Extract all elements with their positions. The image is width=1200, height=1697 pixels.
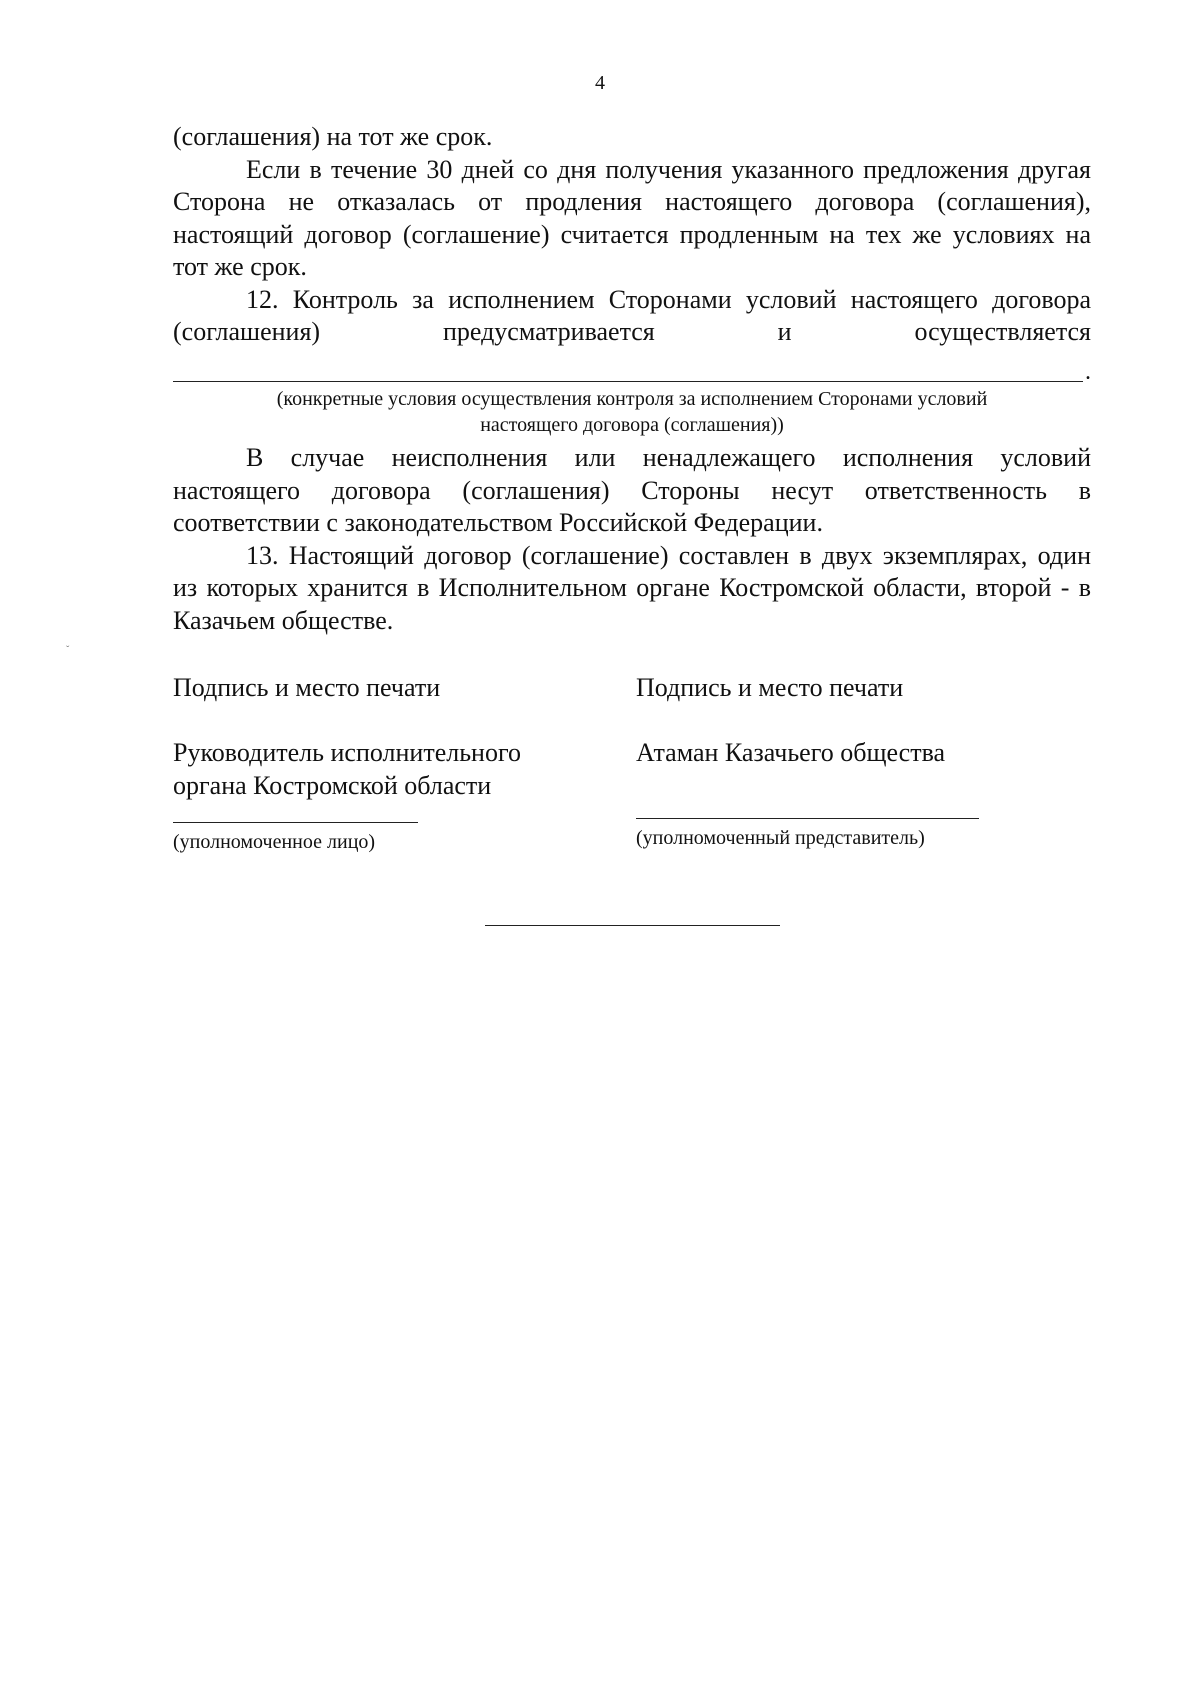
page-number: 4: [595, 72, 605, 94]
paragraph-clause-12: 12. Контроль за исполнением Сторонами условий настоящего договора (соглашения) предусматривается и осуществляется: [173, 284, 1091, 346]
left-signature-line: [173, 822, 418, 823]
paragraph-clause-13: 13. Настоящий договор (соглашение) составлен в двух экземплярах, один из которых хранится в Исполнительном органе Костромской области, второй - в Казачьем обществе.: [173, 540, 1091, 635]
right-signatory-sub: (уполномоченный представитель): [636, 827, 925, 849]
scan-speck: ˇ: [66, 645, 70, 656]
paragraph-continuation: (соглашения) на тот же срок.: [173, 122, 493, 151]
document-body-continued: [173, 442, 1091, 637]
hint-line-2: настоящего договора (соглашения)): [480, 414, 784, 436]
control-conditions-fill-line: [173, 381, 1083, 382]
right-signature-line: [636, 818, 979, 819]
left-signature-caption: Подпись и место печати: [173, 673, 441, 702]
control-conditions-hint: [173, 386, 1091, 438]
document-body: [173, 121, 1091, 349]
right-signature-caption: Подпись и место печати: [636, 673, 904, 702]
left-signatory-title-line-2: органа Костромской области: [173, 770, 492, 800]
paragraph-extension-clause: Если в течение 30 дней со дня получения указанного предложения другая Сторона не отказалась от продления настоящего договора (соглашения), настоящий договор (соглашение) считается продленным на тех же условиях на тот же срок.: [173, 154, 1091, 281]
left-signatory-title: [173, 737, 521, 802]
right-signatory-title: Атаман Казачьего общества: [636, 738, 946, 767]
left-signatory-title-line-1: Руководитель исполнительного: [173, 738, 521, 767]
document-end-line: [485, 925, 780, 926]
left-signatory-sub: (уполномоченное лицо): [173, 831, 376, 853]
fill-line-period: .: [1085, 359, 1091, 385]
hint-line-1: (конкретные условия осуществления контроля за исполнением Сторонами условий: [276, 388, 988, 410]
paragraph-liability: В случае неисполнения или ненадлежащего исполнения условий настоящего договора (соглашения) Стороны несут ответственность в соответствии с законодательством Российской Федерации.: [173, 443, 1091, 537]
